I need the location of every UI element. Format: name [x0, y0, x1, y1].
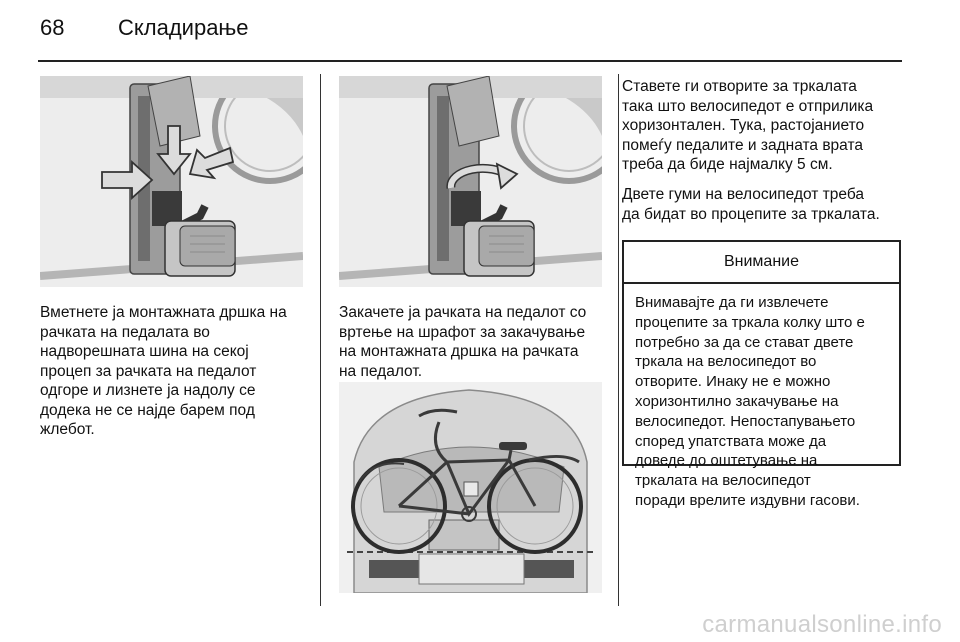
warning-line: отворите. Инаку не е можно: [635, 373, 831, 391]
caption-line: одгоре и лизнете ја надолу се: [40, 382, 256, 399]
caption-line: на монтажната дршка на рачката: [339, 343, 579, 360]
watermark: carmanualsonline.info: [702, 611, 942, 638]
pedal-mount-tighten-drawing: [339, 76, 602, 287]
caption-line: надворешната шина на секој: [40, 343, 249, 360]
paragraph-line: Двете гуми на велосипедот треба: [622, 186, 864, 203]
paragraph-line: помеѓу педалите и задната врата: [622, 136, 863, 154]
warning-line: поради врелите издувни гасови.: [635, 491, 860, 509]
pedal-mount-insert-illustration: [40, 76, 303, 287]
pedal-mount-insert-drawing: [40, 76, 303, 287]
warning-line: велосипедот. Непостапувањето: [635, 412, 856, 430]
caption-line: рачката на педалата во: [40, 323, 210, 341]
paragraph-line: да бидат во процепите за тркалата.: [622, 205, 880, 223]
warning-line: доведе до оштетување на: [635, 452, 818, 470]
page-number: 68: [40, 15, 65, 40]
pedal-mount-tighten-illustration: [339, 76, 602, 287]
caption-middle: [339, 303, 609, 381]
caption-left: [40, 303, 310, 440]
section-title: Складирање: [118, 15, 249, 40]
bike-on-rack-illustration: [339, 382, 602, 593]
column-divider-left: [320, 74, 321, 606]
paragraph-line: Ставете ги отворите за тркалата: [622, 78, 857, 95]
column-divider-right: [618, 74, 619, 606]
warning-line: Внимавајте да ги извлечете: [635, 294, 829, 311]
caption-line: процеп за рачката на педалот: [40, 362, 257, 380]
warning-box: [622, 240, 901, 509]
caption-line: вртење на шрафот за закачување: [339, 323, 586, 341]
header-rule: [38, 60, 902, 62]
caption-line: Закачете ја рачката на педалот со: [339, 304, 587, 321]
warning-title: Внимание: [624, 242, 899, 284]
paragraph-line: хоризонтален. Тука, растојанието: [622, 117, 865, 134]
caption-line: на педалот.: [339, 362, 423, 380]
caption-line: жлебот.: [40, 421, 95, 438]
right-paragraph-1: [622, 77, 912, 175]
warning-line: потребно за да се стават двете: [635, 333, 854, 351]
paragraph-line: треба да биде најмалку 5 см.: [622, 156, 833, 173]
warning-body: [624, 284, 899, 511]
caption-line: Вметнете ја монтажната дршка на: [40, 304, 287, 321]
warning-line: тркала на велосипедот во: [635, 353, 817, 371]
warning-line: тркалата на велосипедот: [635, 472, 811, 490]
caption-line: додека не се најде барем под: [40, 401, 255, 419]
right-paragraph-2: [622, 185, 912, 224]
warning-line: хоризонтилно закачување на: [635, 392, 839, 410]
bike-on-rack-drawing: [339, 382, 602, 593]
warning-line: процепите за тркала колку што е: [635, 313, 865, 331]
warning-line: според упатствата може да: [635, 432, 827, 450]
paragraph-line: така што велосипедот е отприлика: [622, 97, 874, 115]
